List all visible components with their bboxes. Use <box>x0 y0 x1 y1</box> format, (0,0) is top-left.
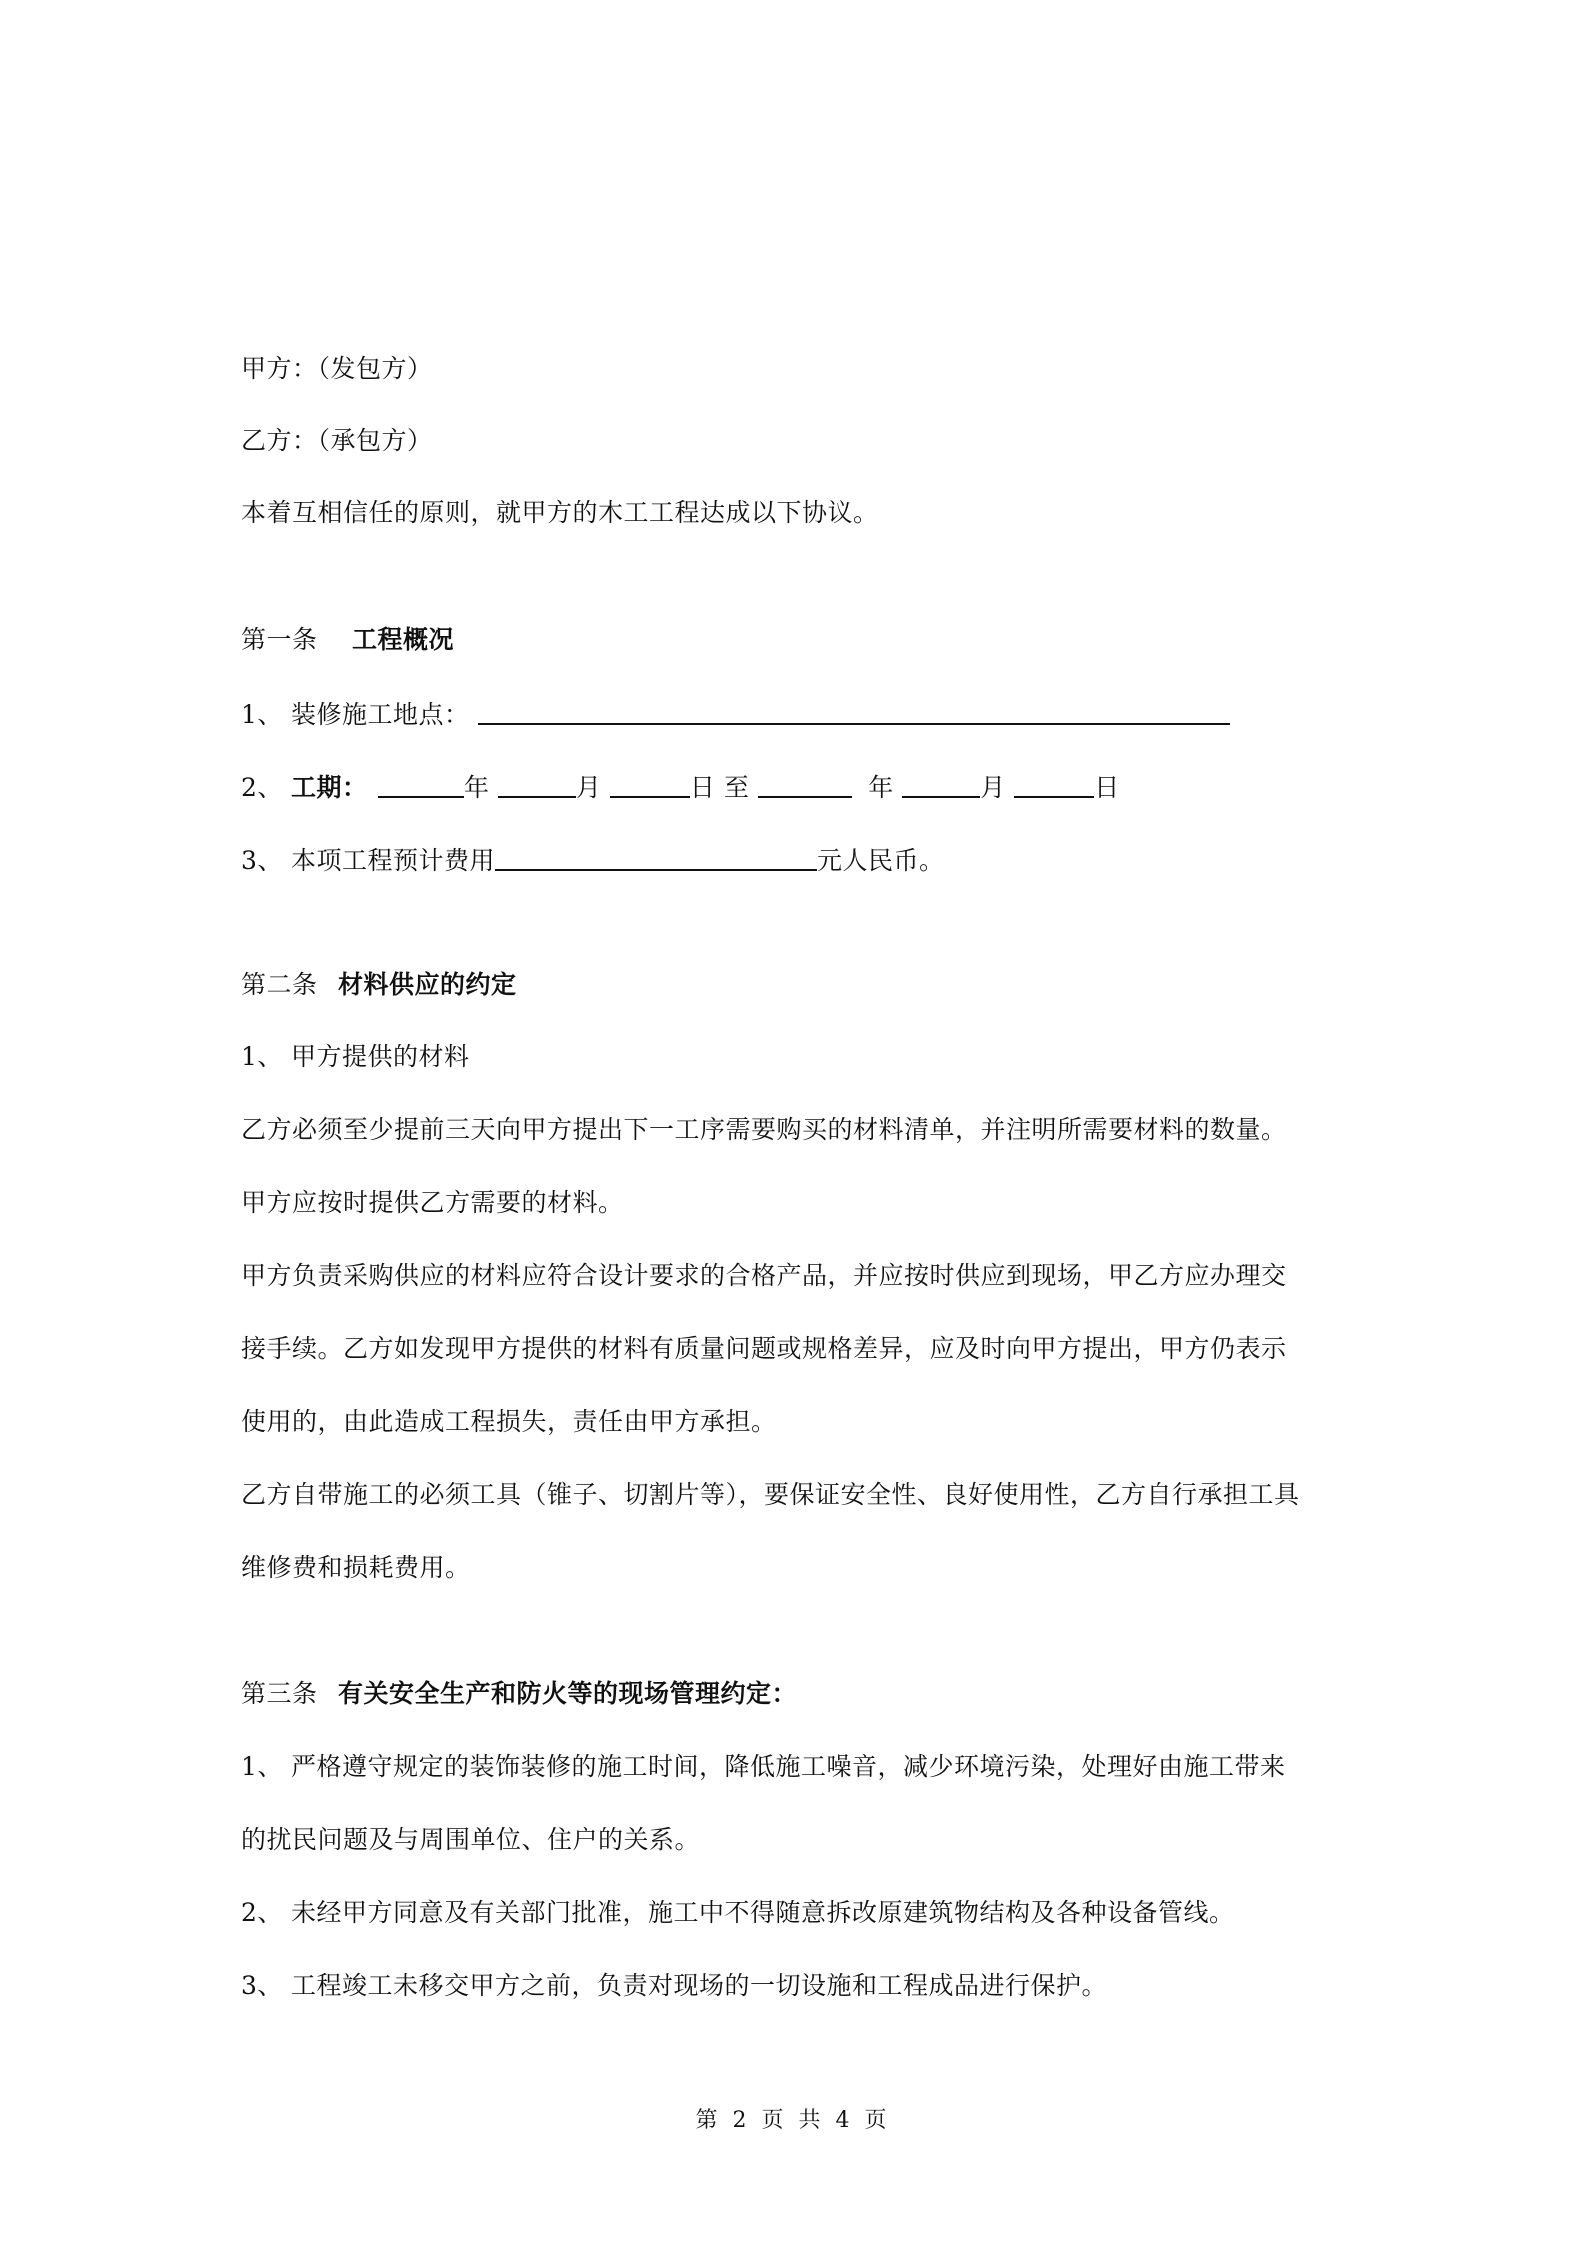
article2-paragraph4-line1: 乙方自带施工的必须工具（锥子、切割片等），要保证安全性、良好使用性，乙方自行承担工具 <box>241 1480 1300 1509</box>
article2-paragraph1: 乙方必须至少提前三天向甲方提出下一工序需要购买的材料清单，并注明所需要材料的数量。 <box>241 1115 1287 1144</box>
article1-item3 <box>241 843 945 877</box>
article2-paragraph3-line1: 甲方负责采购供应的材料应符合设计要求的合格产品，并应按时供应到现场，甲乙方应办理交 <box>241 1261 1287 1290</box>
article2-paragraph2: 甲方应按时提供乙方需要的材料。 <box>241 1188 624 1217</box>
item-number: 3、 <box>241 1971 283 2000</box>
end-month-blank <box>902 770 980 798</box>
page-footer: 第 2 页 共 4 页 <box>695 2108 891 2133</box>
article3-title: 有关安全生产和防火等的现场管理约定： <box>337 1679 797 1708</box>
party-a-line: 甲方：（发包方） <box>241 354 433 383</box>
item1-text: 严格遵守规定的装饰装修的施工时间，降低施工噪音，减少环境污染，处理好由施工带来 <box>291 1752 1286 1781</box>
cost-blank <box>495 843 817 871</box>
article2-title: 材料供应的约定 <box>337 970 517 999</box>
cost-label: 本项工程预计费用 <box>291 846 496 875</box>
start-year-blank <box>378 770 464 798</box>
item3-text: 工程竣工未移交甲方之前，负责对现场的一切设施和工程成品进行保护。 <box>291 1971 1108 2000</box>
article2-paragraph4-line2: 维修费和损耗费用。 <box>241 1553 471 1582</box>
article1-item1 <box>241 697 1230 731</box>
year-label: 年 <box>868 773 894 802</box>
start-day-blank <box>610 770 690 798</box>
materials-label: 甲方提供的材料 <box>291 1042 470 1071</box>
article2-heading <box>241 969 516 1001</box>
article1-heading <box>241 624 454 656</box>
party-b-line: 乙方：（承包方） <box>241 426 433 455</box>
site-blank <box>478 697 1230 725</box>
article3-item2 <box>241 1897 1235 1929</box>
start-month-blank <box>498 770 576 798</box>
site-label: 装修施工地点： <box>291 700 470 729</box>
cost-unit: 元人民币。 <box>817 846 945 875</box>
article3-item3 <box>241 1970 1107 2002</box>
intro-paragraph: 本着互相信任的原则，就甲方的木工工程达成以下协议。 <box>241 498 879 527</box>
article2-paragraph3-line2: 接手续。乙方如发现甲方提供的材料有质量问题或规格差异，应及时向甲方提出，甲方仍表示 <box>241 1334 1287 1363</box>
article2-paragraph3-line3: 使用的，由此造成工程损失，责任由甲方承担。 <box>241 1407 777 1436</box>
item2-text: 未经甲方同意及有关部门批准，施工中不得随意拆改原建筑物结构及各种设备管线。 <box>291 1898 1235 1927</box>
period-label: 工期： <box>291 773 368 802</box>
item-number: 2、 <box>241 1898 283 1927</box>
article3-item1-line1 <box>241 1751 1286 1783</box>
to-label: 至 <box>723 773 750 802</box>
item-number: 3、 <box>241 846 283 875</box>
item-number: 1、 <box>241 1042 283 1071</box>
day-label: 日 <box>1094 773 1120 802</box>
article3-heading <box>241 1678 797 1710</box>
item-number: 2、 <box>241 773 283 802</box>
month-label: 月 <box>980 773 1006 802</box>
item-number: 1、 <box>241 1752 283 1781</box>
article3-item1-line2: 的扰民问题及与周围单位、住户的关系。 <box>241 1825 701 1854</box>
month-label: 月 <box>575 773 602 802</box>
day-label: 日 <box>689 773 716 802</box>
end-year-blank <box>758 770 852 798</box>
article1-title: 工程概况 <box>351 625 454 654</box>
article3-number: 第三条 <box>241 1679 318 1708</box>
article2-item1 <box>241 1041 470 1073</box>
end-day-blank <box>1014 770 1094 798</box>
article1-number: 第一条 <box>241 625 318 654</box>
article2-number: 第二条 <box>241 970 318 999</box>
item-number: 1、 <box>241 700 283 729</box>
article1-item2 <box>241 770 1120 804</box>
year-label: 年 <box>463 773 490 802</box>
